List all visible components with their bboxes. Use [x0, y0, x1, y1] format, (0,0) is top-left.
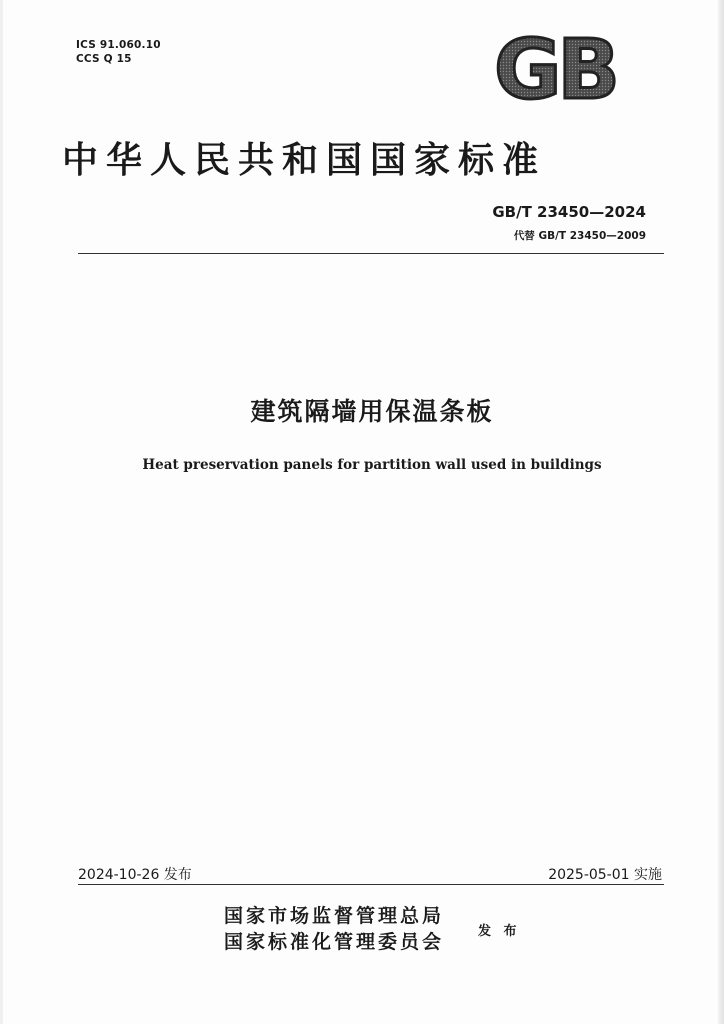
gb-logo-text: GB [494, 34, 616, 106]
bottom-divider [78, 884, 664, 885]
top-divider [78, 253, 664, 254]
issuing-authorities [224, 903, 444, 955]
national-standard-title: 中华人民共和国国家标准 [62, 139, 547, 181]
gb-logo [484, 34, 626, 106]
page-edge-left [0, 0, 3, 1024]
classification-codes [76, 38, 161, 66]
document-title: 建筑隔墙用保温条板 [250, 397, 494, 426]
issuer-sac: 国家标准化管理委员会 [224, 931, 445, 953]
ics-code: ICS 91.060.10 [76, 39, 161, 51]
issuer-samr: 国家市场监督管理总局 [224, 905, 445, 927]
issue-date: 2024-10-26 发布 [78, 867, 192, 883]
publish-label: 发 布 [478, 924, 521, 939]
replaces-standard: 代替 GB/T 23450—2009 [513, 230, 646, 242]
ccs-code: CCS Q 15 [76, 53, 132, 65]
document-subtitle: Heat preservation panels for partition wall used in buildings [142, 457, 602, 473]
implementation-date: 2025-05-01 实施 [548, 867, 662, 883]
page-edge-right [718, 0, 724, 1024]
standard-number: GB/T 23450—2024 [492, 203, 646, 221]
